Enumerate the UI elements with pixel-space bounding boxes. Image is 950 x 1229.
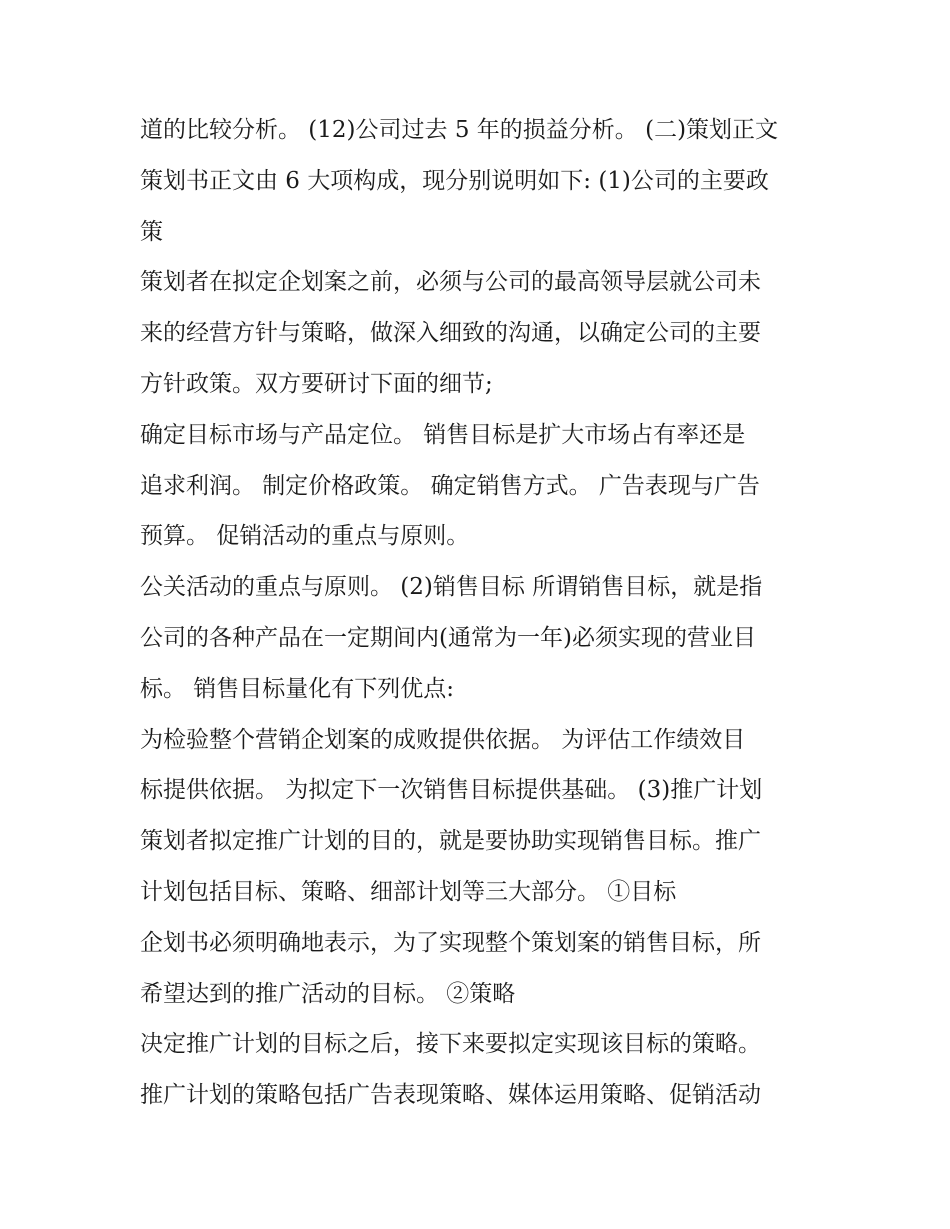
text-line: 希望达到的推广活动的目标。 ②策略 (140, 980, 516, 1007)
text-line: 确定目标市场与产品定位。 销售目标是扩大市场占有率还是 (140, 421, 746, 448)
text-line: 标提供依据。 为拟定下一次销售目标提供基础。 (3)推广计划 (140, 777, 763, 804)
text-line: 企划书必须明确地表示，为了实现整个策划案的销售目标，所 (140, 929, 761, 956)
text-line: 策 (140, 218, 163, 245)
text-line: 决定推广计划的目标之后，接下来要拟定实现该目标的策略。 (140, 1031, 761, 1058)
text-line: 策划者拟定推广计划的目的，就是要协助实现销售目标。推广 (140, 828, 761, 855)
text-line: 策划书正文由 6 大项构成，现分别说明如下: (1)公司的主要政 (140, 167, 769, 194)
text-line: 公关活动的重点与原则。 (2)销售目标 所谓销售目标，就是指 (140, 574, 763, 601)
text-line: 策划者在拟定企划案之前，必须与公司的最高领导层就公司未 (140, 269, 761, 296)
text-line: 标。 销售目标量化有下列优点: (140, 675, 455, 702)
document-body (140, 105, 830, 1121)
text-line: 计划包括目标、策略、细部计划等三大部分。 ①目标 (140, 878, 677, 905)
text-line: 来的经营方针与策略，做深入细致的沟通，以确定公司的主要 (140, 320, 761, 347)
text-line: 方针政策。双方要研讨下面的细节; (140, 370, 493, 397)
text-line: 预算。 促销活动的重点与原则。 (140, 523, 470, 550)
text-line: 道的比较分析。 (12)公司过去 5 年的损益分析。 (二)策划正文 (140, 117, 779, 143)
text-line: 追求利润。 制定价格政策。 确定销售方式。 广告表现与广告 (140, 472, 760, 499)
text-line: 为检验整个营销企划案的成败提供依据。 为评估工作绩效目 (140, 726, 746, 753)
text-line: 推广计划的策略包括广告表现策略、媒体运用策略、促销活动 (140, 1082, 761, 1109)
text-line: 公司的各种产品在一定期间内(通常为一年)必须实现的营业目 (140, 624, 756, 651)
